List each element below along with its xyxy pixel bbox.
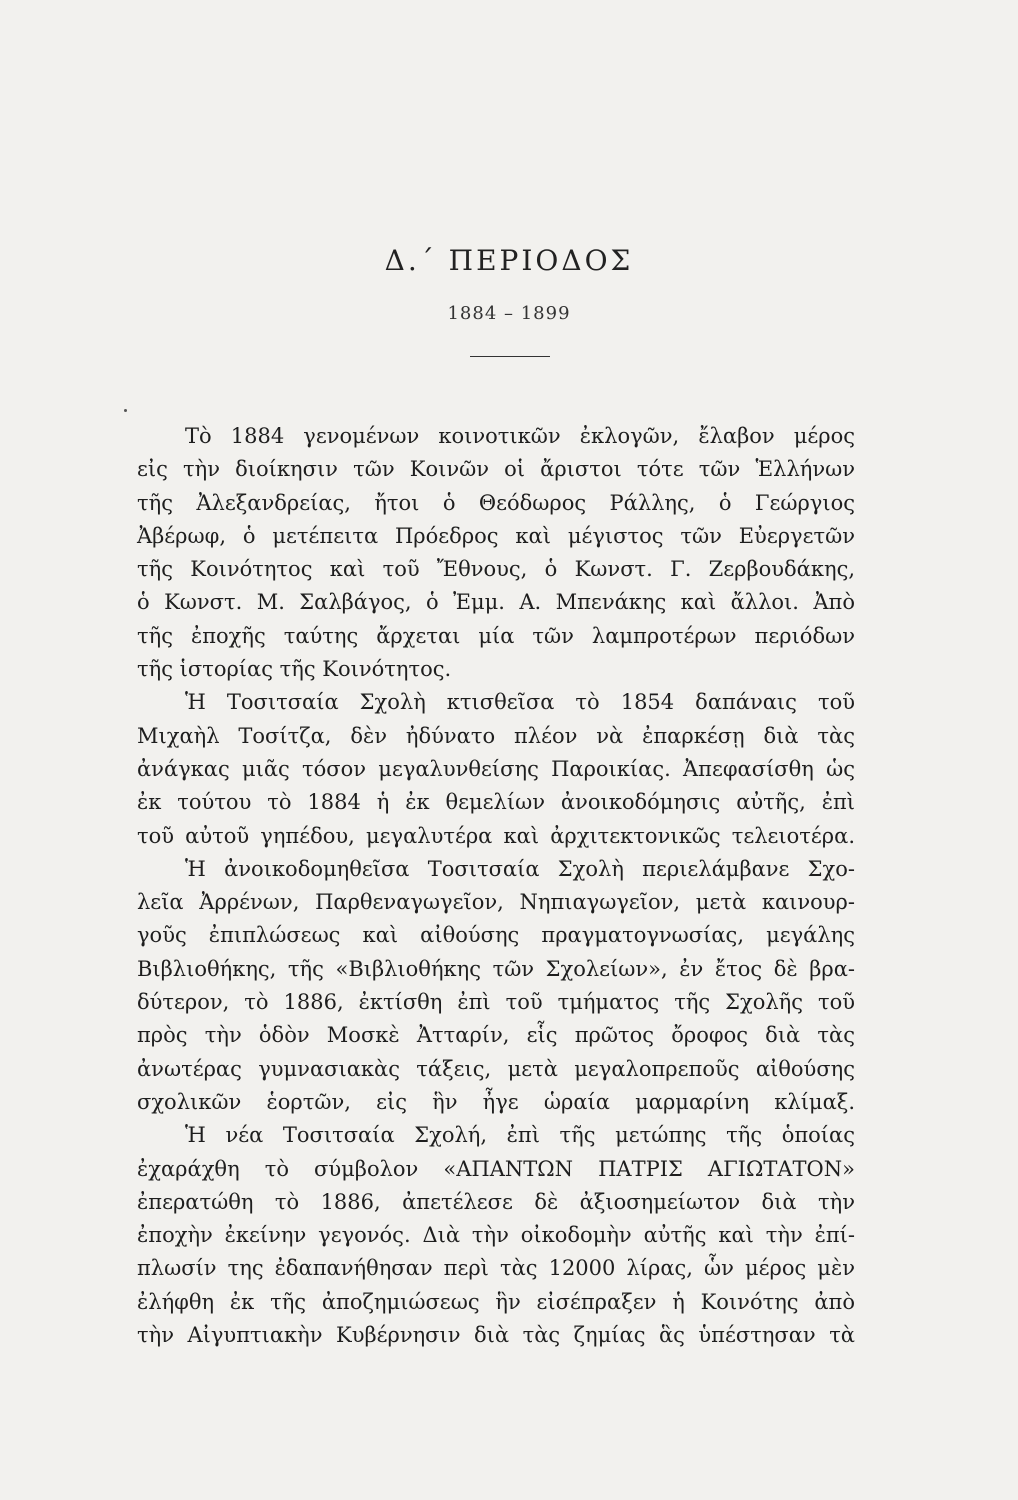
print-speck <box>124 409 127 412</box>
text-line: σχολικῶν ἑορτῶν, εἰς ἣν ἦγε ὡραία μαρμαρίνη κλίμαξ. <box>137 1089 855 1114</box>
text-line: Μιχαὴλ Τοσίτζα, δὲν ἠδύνατο πλέον νὰ ἐπαρκέσῃ διὰ τὰς <box>137 723 855 748</box>
text-line: ἐλήφθη ἐκ τῆς ἀποζημιώσεως ἣν εἰσέπραξεν ἡ Κοινότης ἀπὸ <box>137 1289 855 1314</box>
text-line: τῆς ἱστορίας τῆς Κοινότητος. <box>137 657 452 682</box>
text-line: τῆς Κοινότητος καὶ τοῦ Ἔθνους, ὁ Κωνστ. Γ. Ζερβουδάκης, <box>137 557 855 582</box>
chapter-years: 1884 – 1899 <box>447 303 571 324</box>
chapter-title: Δ.´ ΠΕΡΙΟΔΟΣ <box>384 244 634 277</box>
text-line: ἐχαράχθη τὸ σύμβολον «ΑΠΑΝΤΩΝ ΠΑΤΡΙΣ ΑΓΙΩΤΑΤΟΝ» <box>137 1156 855 1181</box>
text-line: ἀνάγκας μιᾶς τόσον μεγαλυνθείσης Παροικίας. Ἀπεφασίσθη ὡς <box>137 756 855 781</box>
title-divider <box>470 356 550 357</box>
text-line: Ἀβέρωφ, ὁ μετέπειτα Πρόεδρος καὶ μέγιστος τῶν Εὐεργετῶν <box>137 523 855 548</box>
text-line: Τὸ 1884 γενομένων κοινοτικῶν ἐκλογῶν, ἔλαβον μέρος <box>185 424 855 448</box>
text-line: εἰς τὴν διοίκησιν τῶν Κοινῶν οἱ ἄριστοι τότε τῶν Ἑλλήνων <box>137 457 855 482</box>
text-line: ἐκ τούτου τὸ 1884 ἡ ἐκ θεμελίων ἀνοικοδόμησις αὐτῆς, ἐπὶ <box>137 790 855 815</box>
text-line: λεῖα Ἀρρένων, Παρθεναγωγεῖον, Νηπιαγωγεῖον, μετὰ καινουρ- <box>137 890 855 915</box>
text-line: τῆς Ἀλεξανδρείας, ἤτοι ὁ Θεόδωρος Ράλλης, ὁ Γεώργιος <box>137 490 855 515</box>
text-line: Βιβλιοθήκης, τῆς «Βιβλιοθήκης τῶν Σχολείων», ἐν ἔτος δὲ βρα- <box>137 956 855 981</box>
text-line: τοῦ αὐτοῦ γηπέδου, μεγαλυτέρα καὶ ἀρχιτεκτονικῶς τελειοτέρα. <box>137 823 855 848</box>
text-line: δύτερον, τὸ 1886, ἐκτίσθη ἐπὶ τοῦ τμήματος τῆς Σχολῆς τοῦ <box>137 990 855 1015</box>
text-line: Ἡ νέα Τοσιτσαία Σχολή, ἐπὶ τῆς μετώπης τῆς ὁποίας <box>185 1123 855 1148</box>
text-line: Ἡ Τοσιτσαία Σχολὴ κτισθεῖσα τὸ 1854 δαπάναις τοῦ <box>185 690 855 715</box>
text-line: ἀνωτέρας γυμνασιακὰς τάξεις, μετὰ μεγαλοπρεποῦς αἰθούσης <box>137 1056 855 1081</box>
text-line: τῆς ἐποχῆς ταύτης ἄρχεται μία τῶν λαμπροτέρων περιόδων <box>137 623 855 648</box>
text-line: ὁ Κωνστ. Μ. Σαλβάγος, ὁ Ἐμμ. Α. Μπενάκης καὶ ἄλλοι. Ἀπὸ <box>137 590 855 615</box>
text-line: πρὸς τὴν ὁδὸν Μοσκὲ Ἀτταρίν, εἷς πρῶτος ὄροφος διὰ τὰς <box>137 1023 855 1048</box>
text-line: πλωσίν της ἐδαπανήθησαν περὶ τὰς 12000 λίρας, ὧν μέρος μὲν <box>137 1256 855 1281</box>
text-line: ἐποχὴν ἐκείνην γεγονός. Διὰ τὴν οἰκοδομὴν αὐτῆς καὶ τὴν ἐπί- <box>137 1223 855 1248</box>
body-text <box>137 420 855 1352</box>
text-line: Ἡ ἀνοικοδομηθεῖσα Τοσιτσαία Σχολὴ περιελάμβανε Σχο- <box>185 856 855 881</box>
text-line: τὴν Αἰγυπτιακὴν Κυβέρνησιν διὰ τὰς ζημίας ἃς ὑπέστησαν τὰ <box>137 1323 855 1348</box>
text-line: γοῦς ἐπιπλώσεως καὶ αἰθούσης πραγματογνωσίας, μεγάλης <box>137 923 855 948</box>
text-line: ἐπερατώθη τὸ 1886, ἀπετέλεσε δὲ ἀξιοσημείωτον διὰ τὴν <box>137 1189 855 1214</box>
